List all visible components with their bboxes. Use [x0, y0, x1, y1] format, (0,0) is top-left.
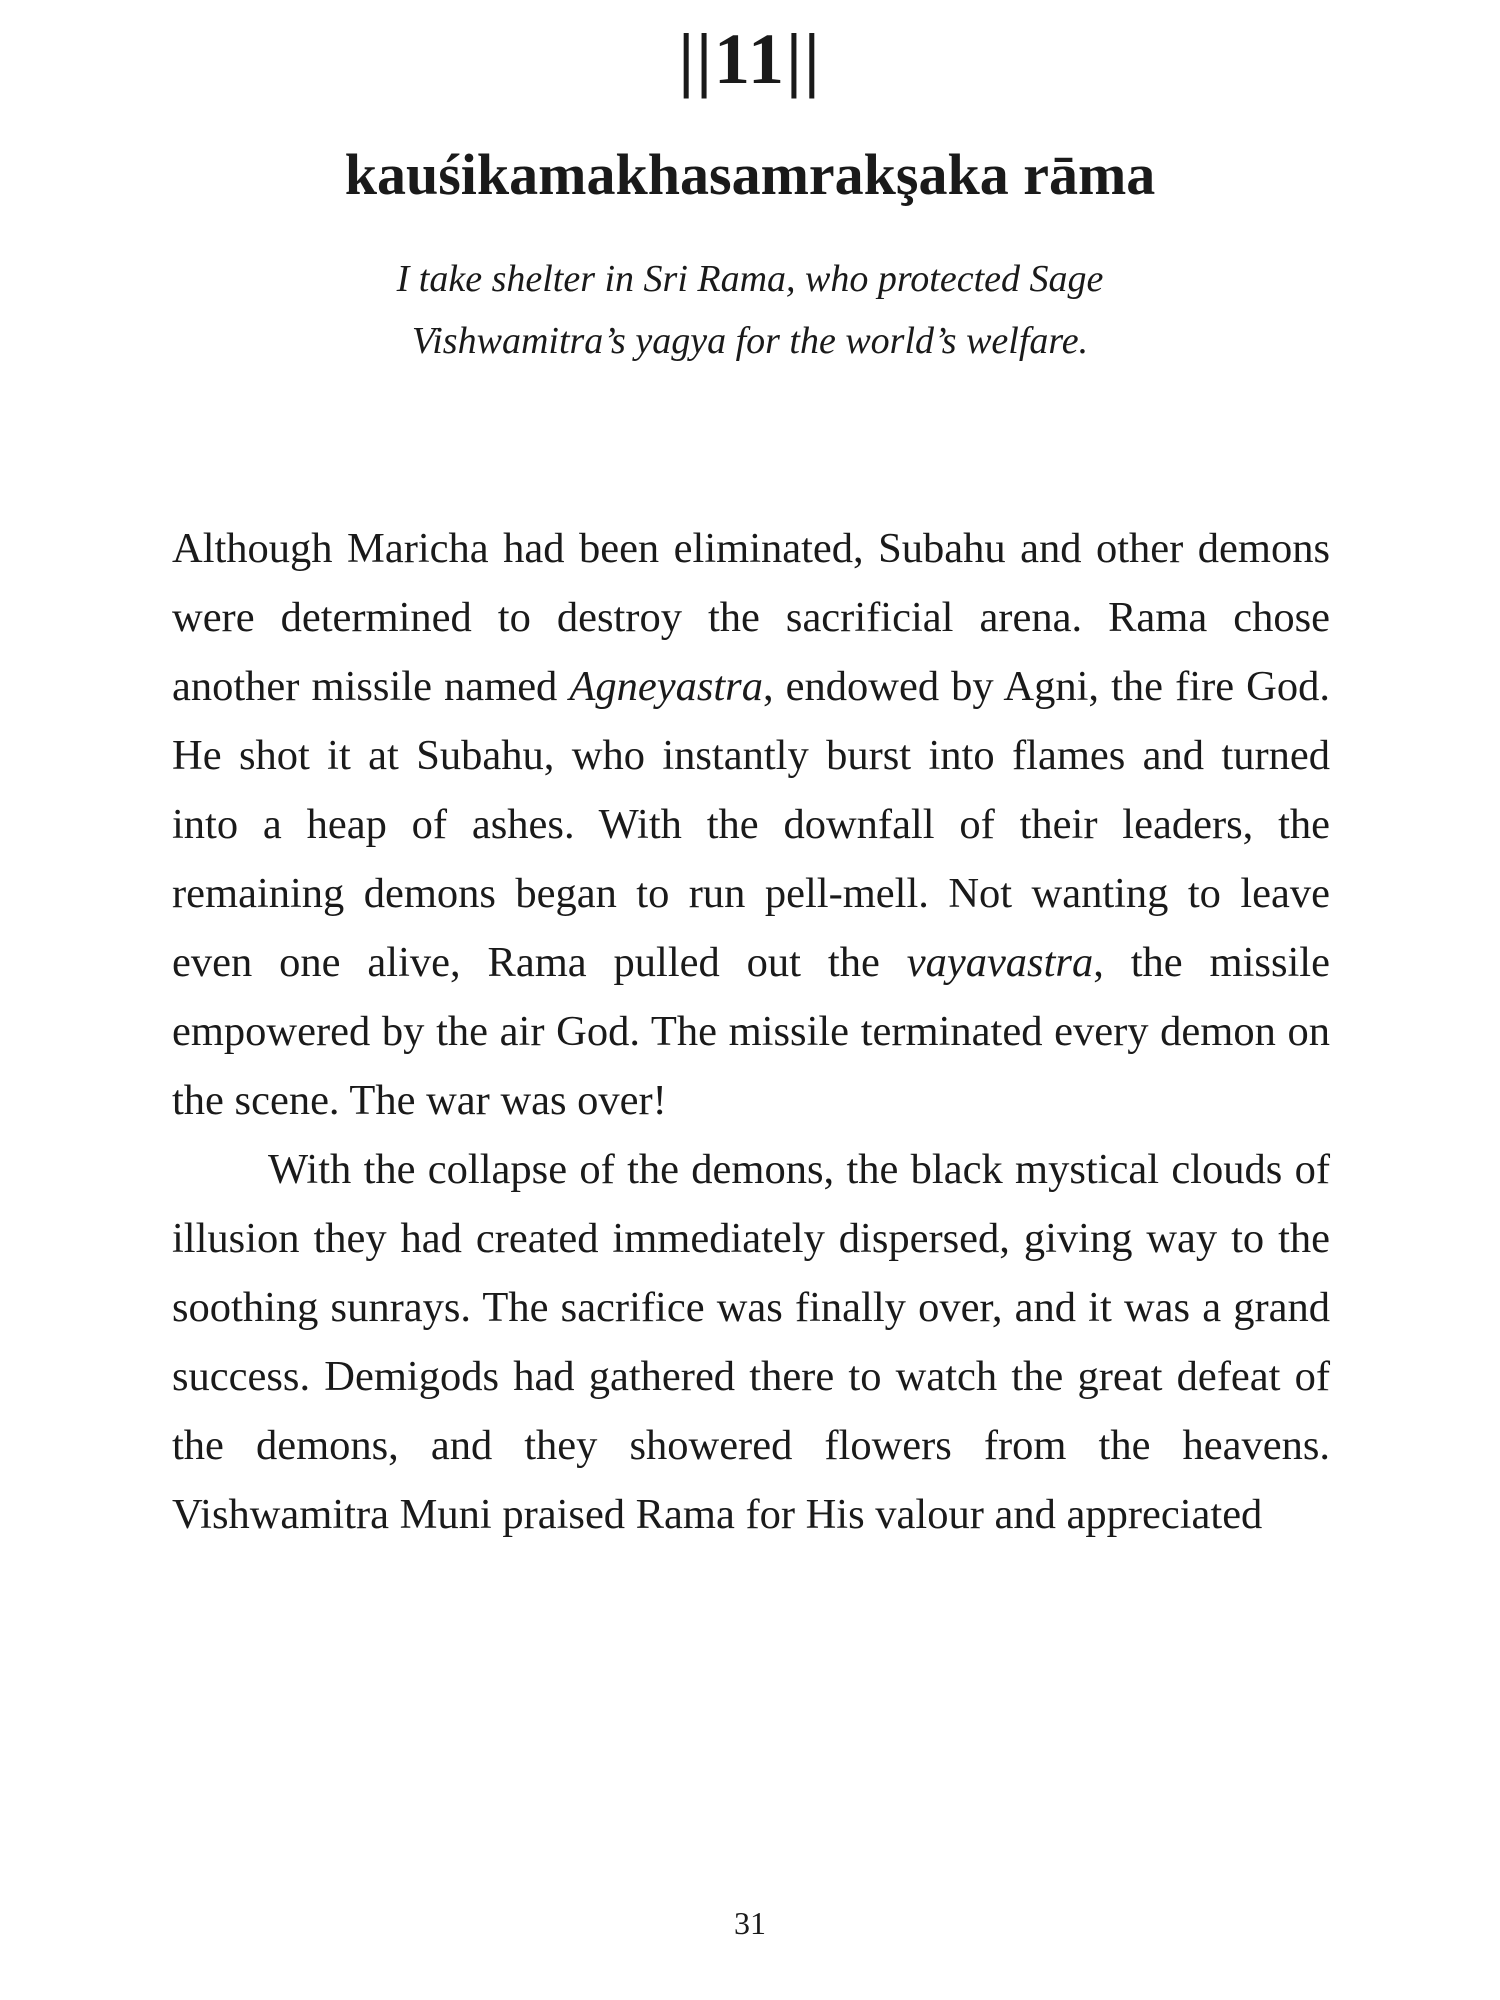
chapter-number: ||11||	[678, 19, 822, 99]
epigraph-line-1: I take shelter in Sri Rama, who protected Sage	[396, 258, 1104, 300]
chapter-title: kauśikamakhasamrakşaka rāma	[344, 142, 1156, 207]
epigraph-line-2: Vishwamitra’s yagya for the world’s welfare.	[411, 320, 1089, 362]
epigraph	[0, 248, 1500, 372]
paragraph-1-part-3: , the missile empowered by the air God. The missile terminated every demon on the scene. The war was over!	[172, 939, 1330, 1124]
paragraph-1-part-2: , endowed by Agni, the fire God. He shot it at Subahu, who instantly burst into flames and turned into a heap of ashes. With the downfall of their leaders, the remaining demons began to run pell-mell. Not wanting to leave even one alive, Rama pulled out the	[172, 663, 1330, 986]
term-agneyastra: Agneyastra	[569, 663, 763, 710]
body-text	[172, 514, 1330, 1549]
paragraph-1-part-1: Although Maricha had been eliminated, Subahu and other demons were determined to destroy the sacrificial arena. Rama chose another missile named	[172, 525, 1330, 710]
term-vayavastra: vayavastra	[906, 939, 1094, 986]
paragraph-1	[172, 514, 1330, 1135]
page-number: 31	[734, 1905, 766, 1941]
paragraph-2: With the collapse of the demons, the black mystical clouds of illusion they had created immediately dispersed, giving way to the soothing sunrays. The sacrifice was finally over, and it was a grand success. Demigods had gathered there to watch the great defeat of the demons, and they showered flowers from the heavens. Vishwamitra Muni praised Rama for His valour and appreciated	[172, 1146, 1330, 1538]
